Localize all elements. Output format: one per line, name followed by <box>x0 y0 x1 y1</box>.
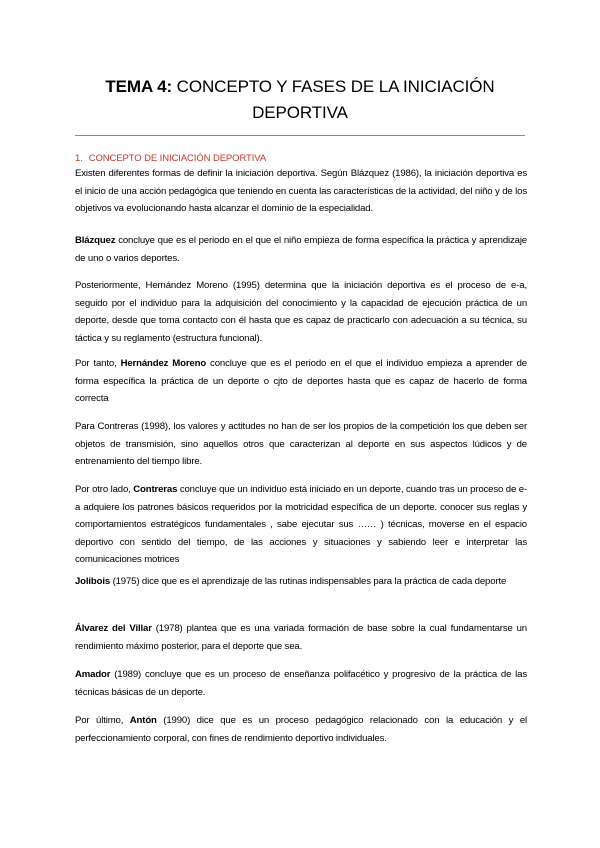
paragraph-author: Contreras <box>133 484 178 495</box>
section-number: 1. <box>75 153 83 164</box>
document-title <box>60 74 540 126</box>
paragraph-text: Para Contreras (1998), los valores y actitudes no han de ser los propios de la competición los que deben ser objetos de transmisión, sino aquellos otros que caracterizan al deporte en sus aspectos lúdicos y de entrenamiento del tiempo libre. <box>75 421 527 468</box>
paragraph-text: (1978) plantea que es una variada formación de base sobre la cual fundamentarse un rendimiento máximo posterior, para el deporte que sea. <box>75 623 527 652</box>
paragraph-text: Posteriormente, Hernández Moreno (1995) determina que la iniciación deportiva es el proceso de e-a, seguido por el individuo para la adquisición del conocimiento y la capacidad de ejecución práctica de un deporte, desde que toma contacto con él hasta que es capaz de practicarlo con adecuación a su técnica, su táctica y su reglamento (estructura funcional). <box>75 280 527 344</box>
paragraph <box>75 712 527 747</box>
paragraph <box>75 573 527 591</box>
section-title: CONCEPTO DE INICIACIÓN DEPORTIVA <box>88 153 267 164</box>
paragraph <box>75 165 527 218</box>
paragraph-intro: Por tanto, <box>75 358 121 369</box>
paragraph-text: (1975) dice que es el aprendizaje de las rutinas indispensables para la práctica de cada deporte <box>110 576 507 587</box>
title-line-1 <box>60 74 540 100</box>
paragraph <box>75 481 527 569</box>
paragraph <box>75 666 527 701</box>
paragraph-text: Existen diferentes formas de definir la iniciación deportiva. Según Blázquez (1986), la iniciación deportiva es el inicio de una acción pedagógica que teniendo en cuenta las características de la actividad, del niño y de los objetivos va evolucionando hasta alcanzar el dominio de la especialidad. <box>75 168 527 215</box>
paragraph-author: Álvarez del Villar <box>75 623 152 634</box>
paragraph-author: Antón <box>129 715 157 726</box>
paragraph-author: Blázquez <box>75 235 116 246</box>
paragraph-intro: Por otro lado, <box>75 484 134 495</box>
paragraph-author: Jolibois <box>75 576 111 587</box>
paragraph <box>75 620 527 655</box>
paragraph-text: concluye que es el periodo en el que el niño empieza de forma específica la práctica y aprendizaje de uno o varios deportes. <box>75 235 527 264</box>
paragraph-text: (1990) dice que es un proceso pedagógico relacionado con la educación y el perfeccionamiento corporal, con fines de rendimiento deportivo individuales. <box>75 715 527 744</box>
paragraph-text: (1989) concluye que es un proceso de enseñanza polifacético y progresivo de la práctica de las técnicas básicas de un deporte. <box>75 669 527 698</box>
title-topic-number: TEMA 4: <box>105 77 173 96</box>
paragraph-intro: Por último, <box>75 715 130 726</box>
paragraph-text: concluye que es el periodo en el que el individuo empieza a aprender de forma específica la práctica de un deporte o cjto de deportes hasta que es capaz de hacerlo de forma correcta <box>75 358 527 405</box>
paragraph <box>75 418 527 471</box>
title-divider <box>75 135 525 136</box>
paragraph <box>75 355 527 408</box>
paragraph-author: Hernández Moreno <box>120 358 207 369</box>
paragraph <box>75 232 527 267</box>
paragraph <box>75 277 527 347</box>
title-line-2: DEPORTIVA <box>252 103 348 122</box>
title-topic-name: CONCEPTO Y FASES DE LA INICIACIÓN <box>172 77 495 96</box>
paragraph-text: concluye que un individuo está iniciado en un deporte, cuando tras un proceso de e-a adquiere los patrones básicos requeridos por la motricidad específica de un deporte. conocer sus reglas y comportamientos estratégicos fundamentales , sabe ejecutar sus …… ) técnicas, moverse en el espacio deportivo con sentido del tiempo, de las acciones y situaciones y sabiendo leer e interpretar las comunicaciones motrices <box>75 484 528 566</box>
paragraph-author: Amador <box>75 669 111 680</box>
section-heading <box>75 153 266 164</box>
